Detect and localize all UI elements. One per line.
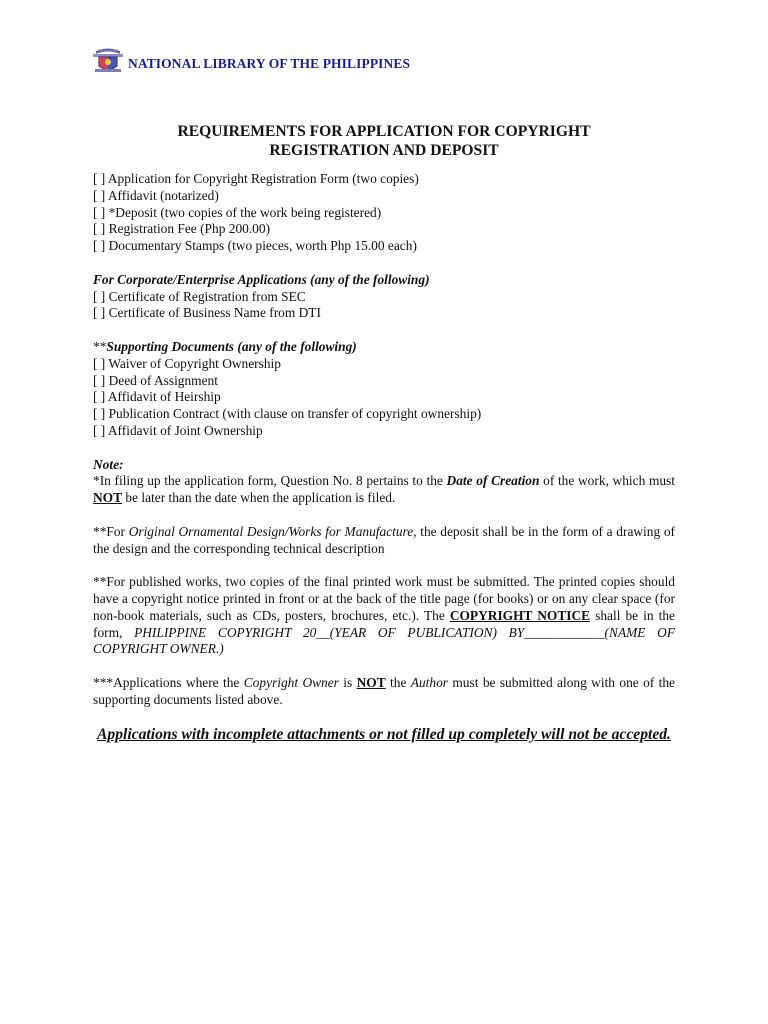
spacer (93, 658, 675, 675)
supporting-heading-text: Supporting Documents (any of the following) (106, 338, 357, 354)
requirements-checklist (93, 171, 675, 255)
note-paragraph-4 (93, 675, 675, 709)
supporting-prefix: ** (93, 338, 107, 354)
checklist-item: [ ] Documentary Stamps (two pieces, worth Php 15.00 each) (93, 238, 417, 254)
checklist-item: [ ] Affidavit (notarized) (93, 187, 219, 203)
note-text: shall be in the form, (93, 607, 675, 640)
corporate-section (93, 272, 675, 322)
notes-section (93, 457, 675, 709)
supporting-heading (93, 339, 675, 356)
note-text: **For (93, 523, 129, 539)
document-body (93, 120, 675, 744)
incomplete-applications-warning: Applications with incomplete attachments or not filled up completely will not be accepted. (97, 725, 671, 743)
note-emphasis: NOT (356, 674, 386, 690)
note-emphasis: COPYRIGHT NOTICE (449, 607, 591, 623)
title-line-2: REGISTRATION AND DEPOSIT (269, 142, 499, 159)
note-paragraph-2 (93, 524, 675, 558)
note-text: ***Applications where the (93, 674, 244, 690)
note-emphasis: Copyright Owner (243, 674, 339, 690)
checklist-item: [ ] Application for Copyright Registration Form (two copies) (93, 171, 419, 186)
note-text: be later than the date when the application is filed. (122, 490, 396, 506)
checklist-item: [ ] Deed of Assignment (93, 372, 218, 388)
note-paragraph-1 (93, 473, 675, 507)
note-emphasis: Original Ornamental Design/Works for Manufacture (128, 523, 414, 539)
note-paragraph-3 (93, 574, 675, 658)
document-title (93, 122, 675, 160)
note-text: of the work, which must (539, 473, 675, 489)
checklist-item: [ ] Certificate of Business Name from DTI (93, 305, 321, 321)
spacer (93, 322, 675, 339)
spacer (93, 507, 675, 524)
organization-name: NATIONAL LIBRARY OF THE PHILIPPINES (128, 56, 411, 71)
supporting-section (93, 339, 675, 440)
spacer (93, 557, 675, 574)
spacer (93, 255, 675, 272)
checklist-item: [ ] *Deposit (two copies of the work being registered) (93, 204, 382, 220)
letterhead (92, 42, 410, 78)
note-text: **For published works, two copies of the final printed work must be submitted. The printed copies should have a copyright notice printed in front or at the back of the title page (for books) or on any clear space (for non-book materials, such as CDs, posters, brochures, etc.). The (93, 574, 675, 623)
note-text: is (338, 674, 357, 690)
checklist-item: [ ] Affidavit of Joint Ownership (93, 422, 263, 438)
note-emphasis: Date of Creation (446, 473, 540, 489)
note-emphasis: Author (410, 674, 448, 690)
checklist-item: [ ] Waiver of Copyright Ownership (93, 355, 281, 371)
checklist-item: [ ] Affidavit of Heirship (93, 389, 221, 405)
checklist-item: [ ] Publication Contract (with clause on transfer of copyright ownership) (93, 406, 482, 422)
spacer (93, 440, 675, 457)
corporate-heading: For Corporate/Enterprise Applications (any of the following) (93, 271, 430, 287)
note-emphasis: NOT (93, 490, 123, 506)
note-heading: Note: (93, 456, 124, 472)
note-emphasis: PHILIPPINE COPYRIGHT 20__(YEAR OF PUBLICATION) BY____________(NAME OF COPYRIGHT OWNER.) (93, 624, 675, 657)
note-text: must be submitted along with one of the supporting documents listed above. (93, 674, 675, 707)
checklist-item: [ ] Registration Fee (Php 200.00) (93, 221, 271, 237)
note-text: the (385, 674, 411, 690)
note-text: , the deposit shall be in the form of a drawing of the design and the corresponding technical description (93, 523, 676, 556)
title-line-1: REQUIREMENTS FOR APPLICATION FOR COPYRIGHT (177, 123, 591, 140)
national-library-seal-icon (92, 45, 124, 75)
note-text: *In filing up the application form, Question No. 8 pertains to the (93, 473, 447, 489)
checklist-item: [ ] Certificate of Registration from SEC (93, 288, 306, 304)
